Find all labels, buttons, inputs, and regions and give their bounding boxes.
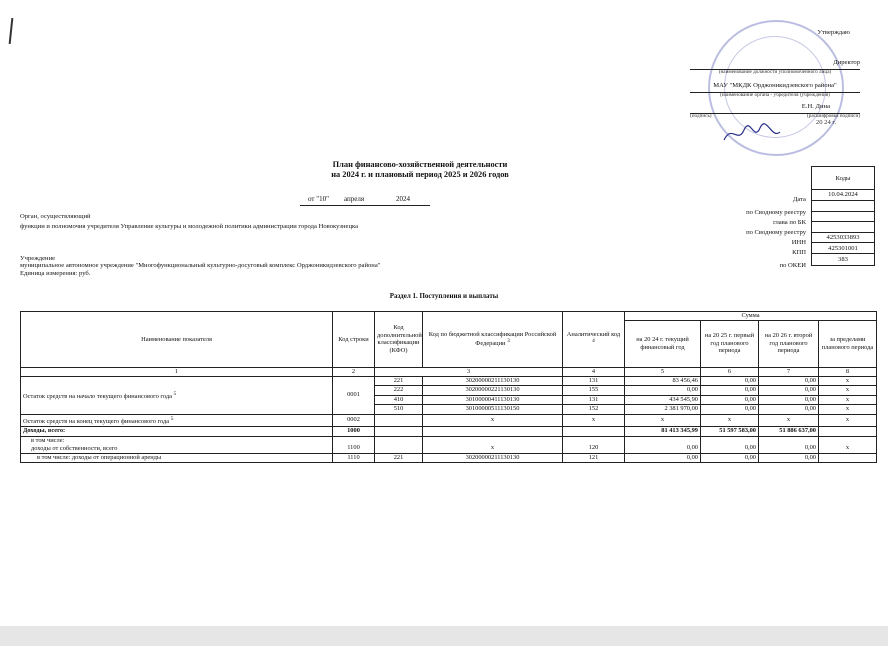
y3-cell: 0,00 [759, 386, 819, 395]
organ-value: Управление культуры и молодежной политики администрации города Новокузнецка [120, 223, 359, 230]
approver-position: Директор [690, 60, 860, 70]
kbk-cell: 30200000211130130 [423, 453, 563, 462]
table-row [21, 436, 877, 453]
property-name-line-1: в том числе: [31, 436, 65, 444]
code-label-inn: ИНН [791, 239, 806, 246]
index-cell: 1 [21, 367, 333, 376]
kbk-cell: x [423, 414, 563, 427]
kbk-cell: 30100000511130150 [423, 405, 563, 414]
y3-cell: 51 886 637,00 [759, 427, 819, 436]
table-row [21, 427, 877, 436]
y3-cell: 0,00 [759, 453, 819, 462]
y1-cell: 0,00 [625, 386, 701, 395]
table-row [21, 377, 877, 386]
y3-cell: 0,00 [759, 377, 819, 386]
institution-line [20, 255, 696, 269]
analytic-cell: x [563, 414, 625, 427]
analytic-cell: 155 [563, 386, 625, 395]
code-label-bk: глава по БК [773, 219, 806, 226]
organ-prefix: функции и полномочия учредителя [20, 223, 119, 230]
kfo-cell: 222 [375, 386, 423, 395]
approver-org: МАУ "МКДК Орджоникидзевского района" [690, 83, 860, 93]
analytic-footnote: 4 [592, 338, 595, 345]
organ-line-1: Орган, осуществляющий [20, 213, 91, 220]
table-row [21, 414, 877, 427]
unit-line: Единица измерения: руб. [20, 270, 91, 277]
analytic-cell [563, 427, 625, 436]
section-title: Раздел 1. Поступления и выплаты [389, 292, 499, 300]
kbk-header-text: Код по бюджетной классификации Российской Федерации [428, 330, 557, 348]
sign-caption: (подпись) [690, 113, 712, 120]
index-cell: 7 [759, 367, 819, 376]
index-cell: 6 [701, 367, 759, 376]
y4-cell: x [819, 405, 877, 414]
kbk-cell [423, 427, 563, 436]
kbk-cell: 30200000221130130 [423, 386, 563, 395]
y1-cell: 83 456,46 [625, 377, 701, 386]
y4-cell: x [819, 395, 877, 404]
y1-cell: 81 413 345,99 [625, 427, 701, 436]
code-bk [811, 212, 875, 223]
title-line-2: на 2024 г. и плановый период 2025 и 2026 годов [331, 170, 509, 179]
col-y3-header: на 20 26 г. второй год планового периода [759, 320, 819, 367]
balance-start-footnote: 5 [173, 390, 177, 397]
analytic-cell: 152 [563, 405, 625, 414]
code-inn: 4253033893 [811, 233, 875, 244]
y2-cell: 0,00 [701, 436, 759, 453]
institution-prefix: Учреждение [20, 255, 56, 262]
y4-cell [819, 453, 877, 462]
code-kpp: 425301001 [811, 243, 875, 254]
y2-cell: 0,00 [701, 405, 759, 414]
date-year: 2024 [396, 195, 410, 203]
code-label-kpp: КПП [792, 249, 806, 256]
index-cell: 4 [563, 367, 625, 376]
balance-end-name [21, 414, 333, 427]
col-analytic-header [563, 312, 625, 368]
kbk-cell: 30200000211130130 [423, 377, 563, 386]
col-code-header: Код строки [333, 312, 375, 368]
col-y4-header: за пределами планового периода [819, 320, 877, 367]
approver-name: Е.Н. Дина [690, 104, 860, 114]
name-caption: (расшифровка подписи) [807, 113, 860, 120]
analytic-cell: 131 [563, 377, 625, 386]
kfo-cell: 410 [375, 395, 423, 404]
scan-bottom-band [0, 626, 888, 646]
y4-cell: x [819, 377, 877, 386]
kfo-cell [375, 436, 423, 453]
y1-cell: 434 545,90 [625, 395, 701, 404]
code-okei: 383 [811, 254, 875, 266]
y3-cell: 0,00 [759, 436, 819, 453]
balance-start-code: 0001 [333, 377, 375, 415]
lease-name: в том числе: доходы от операционной аренды [21, 453, 333, 462]
kfo-cell [375, 427, 423, 436]
col-kbk-header [423, 312, 563, 368]
approval-block [690, 30, 860, 126]
analytic-cell: 120 [563, 436, 625, 453]
codes-labels [700, 195, 806, 271]
y2-cell: x [701, 414, 759, 427]
code-cell: 1110 [333, 453, 375, 462]
y2-cell: 0,00 [701, 386, 759, 395]
index-row [21, 367, 877, 376]
index-cell: 5 [625, 367, 701, 376]
code-label-okei: по ОКЕИ [779, 262, 806, 269]
y4-cell: x [819, 436, 877, 453]
analytic-cell: 121 [563, 453, 625, 462]
code-cell: 1100 [333, 436, 375, 453]
balance-start-name [21, 377, 333, 415]
col-name-header: Наименование показателя [21, 312, 333, 368]
approval-heading: Утверждаю [817, 29, 850, 36]
kfo-cell: 510 [375, 405, 423, 414]
y4-cell [819, 427, 877, 436]
kbk-cell: 30100000411130130 [423, 395, 563, 404]
analytic-header-text: Аналитический код [566, 330, 621, 338]
code-label-registry: по Сводному реестру [746, 209, 806, 216]
date-prefix: от "10" [308, 195, 329, 203]
margin-mark [9, 18, 14, 44]
property-name-line-2: доходы от собственности, всего [31, 444, 118, 452]
kfo-cell: 221 [375, 453, 423, 462]
y2-cell: 51 597 583,00 [701, 427, 759, 436]
y3-cell: 0,00 [759, 395, 819, 404]
codes-column [811, 166, 875, 266]
col-sum-header: Сумма [625, 312, 877, 321]
organ-line-2 [20, 223, 696, 230]
y4-cell: x [819, 386, 877, 395]
col-kfo-header: Код дополнительной классификации (КФО) [375, 312, 423, 368]
org-caption: (наименование органа - учредителя (учреждения) [720, 92, 830, 99]
index-cell: 8 [819, 367, 877, 376]
approval-date: 20 24 г. [815, 118, 836, 126]
balance-end-footnote: 5 [170, 415, 174, 422]
balance-end-label: Остаток средств на конец текущего финансового года [23, 417, 170, 425]
code-label-registry-2: по Сводному реестру [746, 229, 806, 236]
finance-table [20, 311, 877, 463]
y3-cell: 0,00 [759, 405, 819, 414]
date-month: апреля [344, 195, 365, 203]
y3-cell: x [759, 414, 819, 427]
title-line-1: План финансово-хозяйственной деятельности [332, 160, 508, 169]
y2-cell: 0,00 [701, 453, 759, 462]
index-cell: 2 [333, 367, 375, 376]
balance-start-label: Остаток средств на начало текущего финансового года [23, 392, 172, 400]
code-registry-2 [811, 222, 875, 233]
kbk-footnote: 3 [507, 338, 510, 345]
code-registry [811, 201, 875, 212]
property-name [21, 436, 333, 453]
kbk-cell: x [423, 436, 563, 453]
col-y2-header: на 20 25 г. первый год планового периода [701, 320, 759, 367]
code-date: 10.04.2024 [811, 190, 875, 201]
kfo-cell: 221 [375, 377, 423, 386]
position-caption: (наименование должности уполномоченного лица) [718, 69, 832, 75]
col-y1-header: на 20 24 г. текущий финансовый год [625, 320, 701, 367]
document-title [250, 160, 590, 180]
codes-header: Коды [811, 166, 875, 190]
y1-cell: 0,00 [625, 436, 701, 453]
y2-cell: 0,00 [701, 395, 759, 404]
index-cell: 3 [375, 367, 563, 376]
code-cell: 0002 [333, 414, 375, 427]
kfo-cell [375, 414, 423, 427]
document-date [300, 195, 430, 206]
table-row [21, 453, 877, 462]
analytic-cell: 131 [563, 395, 625, 404]
income-name: Доходы, всего: [21, 427, 333, 436]
code-cell: 1000 [333, 427, 375, 436]
institution-value: муниципальное автономное учреждение "Многофункциональный культурно-досуговый комплекс Орджоникидзевского района" [20, 262, 381, 269]
y1-cell: x [625, 414, 701, 427]
y1-cell: 2 381 970,00 [625, 405, 701, 414]
code-label-date: Дата [792, 196, 806, 203]
y1-cell: 0,00 [625, 453, 701, 462]
y2-cell: 0,00 [701, 377, 759, 386]
y4-cell: x [819, 414, 877, 427]
